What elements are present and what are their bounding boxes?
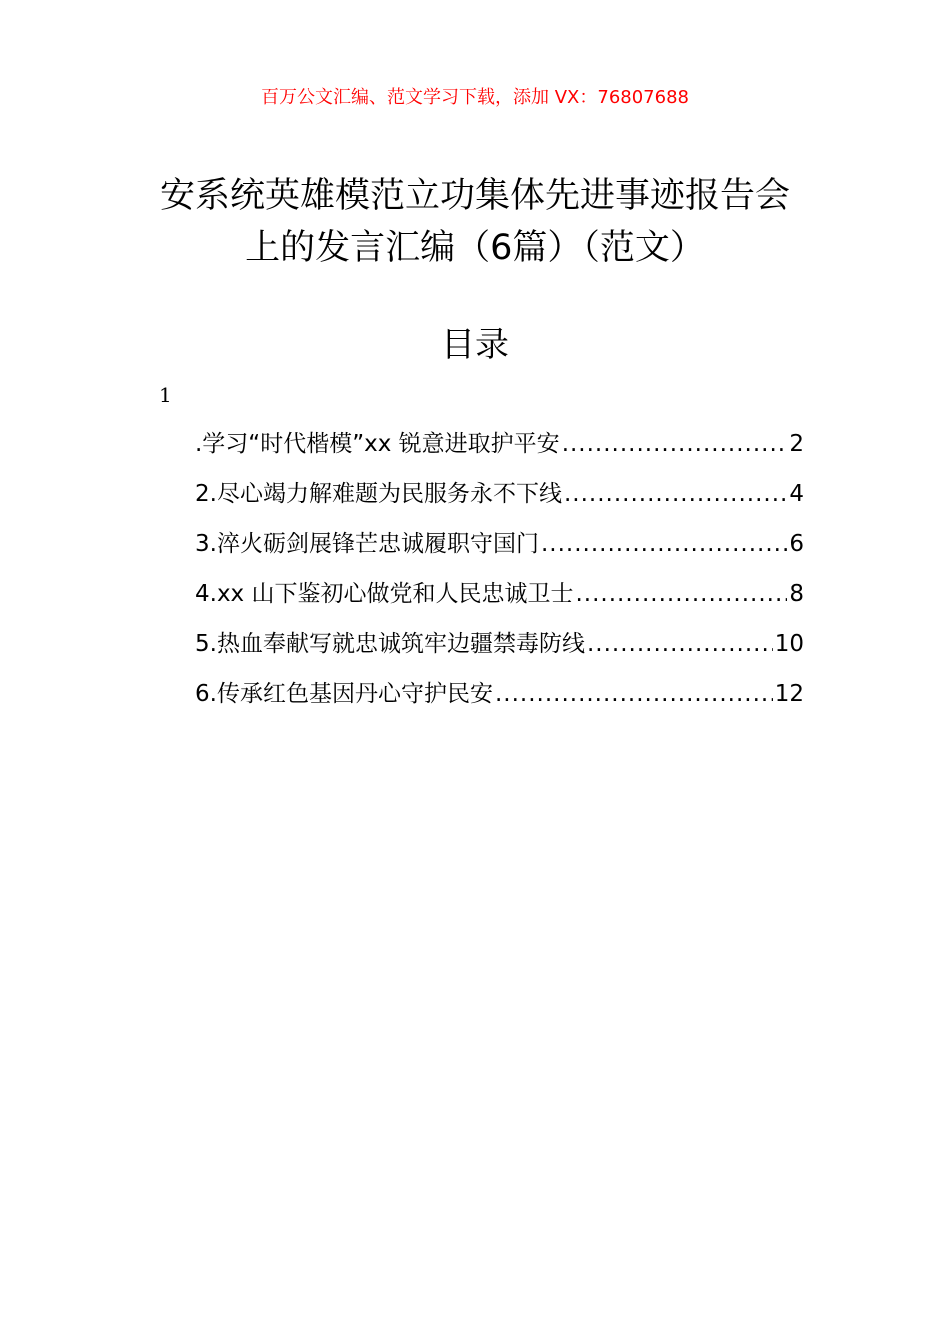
- table-of-contents: [195, 425, 804, 725]
- toc-entry-title: 4.xx 山下鉴初心做党和人民忠诚卫士: [195, 581, 574, 607]
- toc-entry-page: 8: [789, 581, 804, 607]
- toc-entry[interactable]: [195, 675, 804, 725]
- toc-entry-page: 12: [774, 681, 804, 707]
- toc-entry[interactable]: [195, 625, 804, 675]
- toc-leader-dots: [587, 625, 773, 663]
- toc-entry-title: .学习“时代楷模”xx 锐意进取护平安: [195, 431, 560, 457]
- toc-leader-dots: [541, 525, 787, 563]
- header-note: 百万公文汇编、范文学习下载，添加 VX：76807688: [261, 87, 689, 108]
- document-title-line-1: 安系统英雄模范立功集体先进事迹报告会: [159, 176, 790, 216]
- toc-entry-title: 3.淬火砺剑展锋芒忠诚履职守国门: [195, 531, 539, 557]
- toc-entry-page: 6: [789, 531, 804, 557]
- toc-entry[interactable]: [195, 575, 804, 625]
- stray-number: 1: [159, 383, 172, 407]
- toc-leader-dots: [575, 575, 787, 613]
- toc-entry-page: 4: [789, 481, 804, 507]
- document-title: [150, 170, 800, 274]
- toc-leader-dots: [495, 675, 773, 713]
- toc-leader-dots: [564, 475, 787, 513]
- toc-entry[interactable]: [195, 475, 804, 525]
- toc-entry-page: 2: [789, 431, 804, 457]
- toc-entry[interactable]: [195, 525, 804, 575]
- toc-entry-title: 6.传承红色基因丹心守护民安: [195, 681, 493, 707]
- toc-entry-title: 5.热血奉献写就忠诚筑牢边疆禁毒防线: [195, 631, 585, 657]
- toc-entry-title: 2.尽心竭力解难题为民服务永不下线: [195, 481, 562, 507]
- toc-entry-page: 10: [774, 631, 804, 657]
- toc-heading: 目录: [441, 325, 509, 365]
- document-title-line-2: 上的发言汇编（6篇）（范文）: [245, 228, 705, 268]
- toc-entry[interactable]: [195, 425, 804, 475]
- toc-leader-dots: [562, 425, 788, 463]
